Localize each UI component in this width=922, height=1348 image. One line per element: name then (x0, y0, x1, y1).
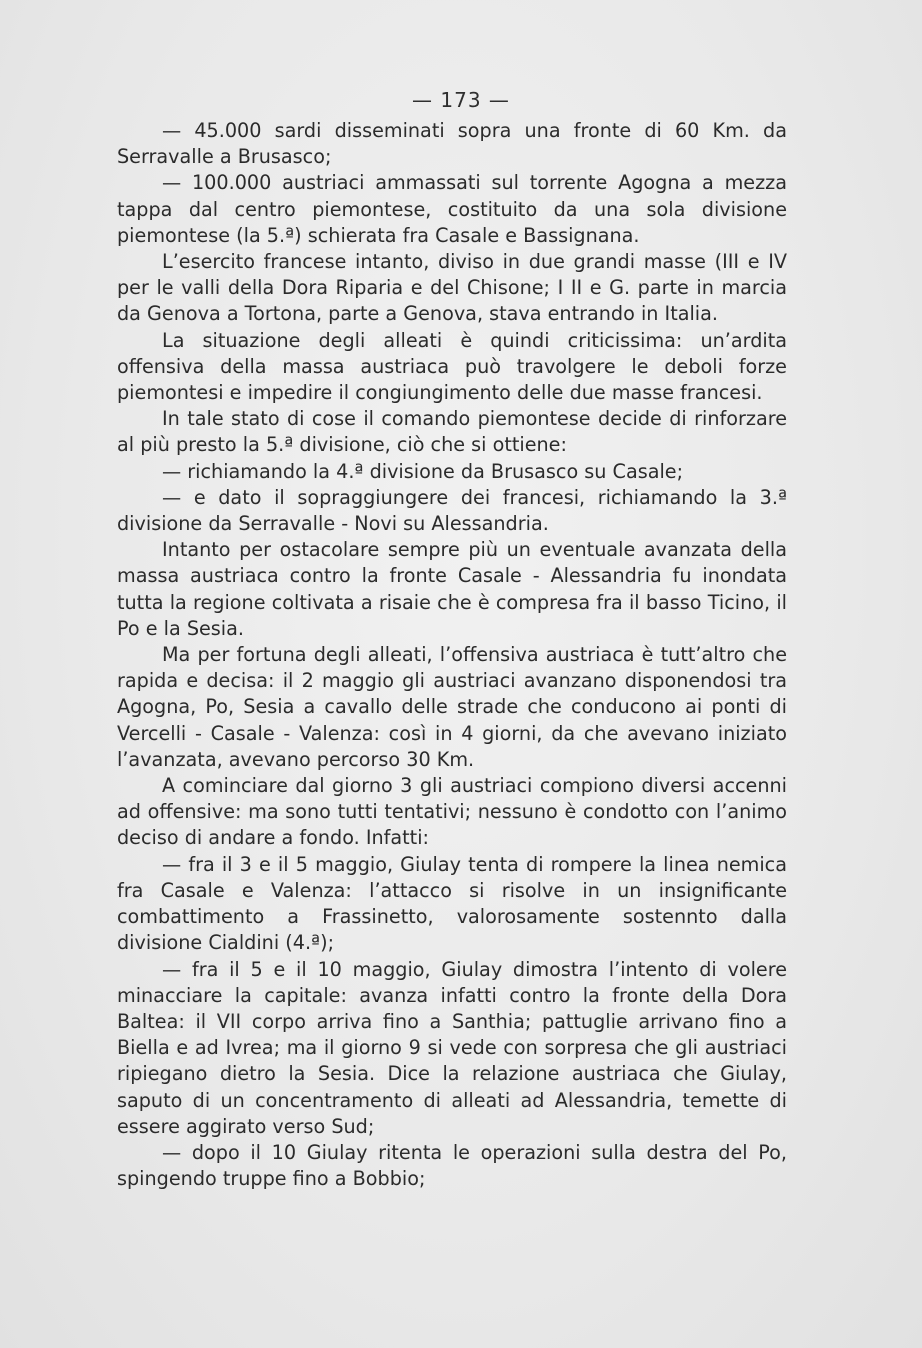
paragraph: — 100.000 austriaci ammassati sul torrente Agogna a mezza tappa dal centro piemontese, costituito da una sola divisione piemontese (la 5.ª) schierata fra Casale e Bassignana. (117, 171, 787, 247)
paragraph: A cominciare dal giorno 3 gli austriaci compiono diversi accenni ad offensive: ma sono tutti tentativi; nessuno è condotto con l’animo deciso di andare a fondo. Infatti: (117, 774, 787, 850)
paragraph: — e dato il sopraggiungere dei francesi, richiamando la 3.ª divisione da Serravalle - Novi su Alessandria. (117, 485, 787, 536)
paragraph: Ma per fortuna degli alleati, l’offensiva austriaca è tutt’altro che rapida e decisa: il 2 maggio gli austriaci avanzano disponendosi tra Agogna, Po, Sesia a cavallo delle strade che conducono ai ponti di Vercelli - Casale - Valenza: così in 4 giorni, da che avevano iniziato l’avanzata, avevano percorso 30 Km. (117, 643, 787, 771)
paragraph: — fra il 3 e il 5 maggio, Giulay tenta di rompere la linea nemica fra Casale e Valenza: l’attacco si risolve in un insignificante combattimento a Frassinetto, valorosamente sostennto dalla divisione Cialdini (4.ª); (117, 852, 787, 955)
paragraph: — richiamando la 4.ª divisione da Brusasco su Casale; (162, 459, 684, 483)
paragraph: Intanto per ostacolare sempre più un eventuale avanzata della massa austriaca contro la fronte Casale - Alessandria fu inondata tutta la regione coltivata a risaie che è compresa fra il basso Ticino, il Po e la Sesia. (117, 538, 787, 640)
body-text (117, 118, 787, 1192)
paragraph: — dopo il 10 Giulay ritenta le operazioni sulla destra del Po, spingendo truppe fino a Bobbio; (117, 1140, 787, 1191)
paragraph: — 45.000 sardi disseminati sopra una fronte di 60 Km. da Serravalle a Brusasco; (117, 119, 787, 169)
paragraph: La situazione degli alleati è quindi criticissima: un’ardita offensiva della massa austriaca può travolgere le deboli forze piemontesi e impedire il congiungimento delle due masse francesi. (117, 328, 787, 405)
paragraph: In tale stato di cose il comando piemontese decide di rinforzare al più presto la 5.ª divisione, ciò che si ottiene: (117, 407, 787, 457)
paragraph: — fra il 5 e il 10 maggio, Giulay dimostra l’intento di volere minacciare la capitale: avanza infatti contro la fronte della Dora Baltea: il VII corpo arriva fino a Santhia; pattuglie arrivano fino a Biella e ad Ivrea; ma il giorno 9 si vede con sorpresa che gli austriaci ripiegano dietro la Sesia. Dice la relazione austriaca che Giulay, saputo di un concentramento di alleati ad Alessandria, temette di essere aggirato verso Sud; (117, 957, 787, 1138)
page-number: — 173 — (412, 88, 510, 112)
paragraph: L’esercito francese intanto, diviso in due grandi masse (III e IV per le valli della Dora Riparia e del Chisone; I II e G. parte in marcia da Genova a Tortona, parte a Genova, stava entrando in Italia. (117, 250, 787, 326)
